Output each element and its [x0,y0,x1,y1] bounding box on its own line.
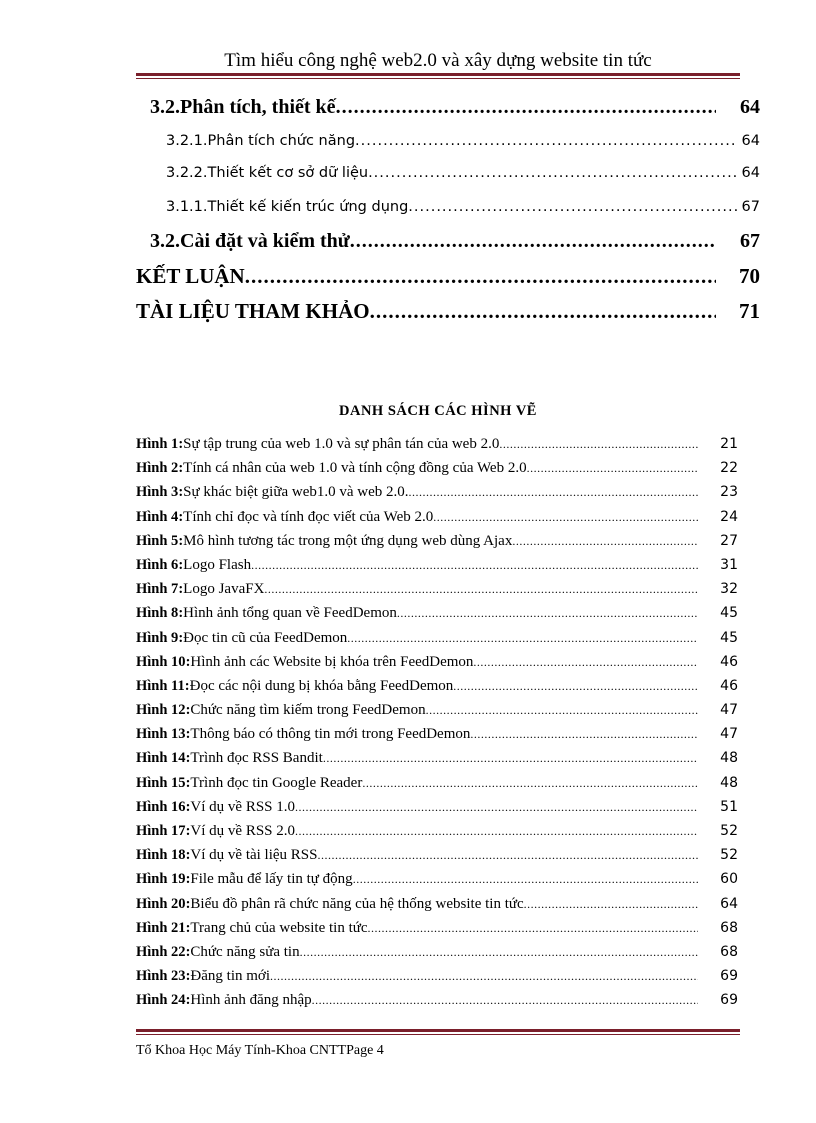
figure-leader-dots [323,751,698,766]
figure-caption: Trang chủ của website tin tức [190,919,368,936]
figure-list-item[interactable] [136,726,740,750]
figure-number-colon: : [178,581,184,598]
figure-page-number: 47 [720,726,738,743]
toc-entry[interactable] [150,230,760,253]
figure-number-colon: : [178,605,184,622]
figure-caption: Chức năng sửa tin [190,943,300,960]
figure-number: Hình 17 [136,823,186,839]
figure-caption: Tính chỉ đọc và tính đọc viết của Web 2.0 [183,508,434,525]
toc-entry-label: Phân tích, thiết kế [180,96,336,118]
figure-list-item[interactable] [136,581,740,605]
toc-entry-number: 3.1.1. [166,199,208,215]
figure-caption: Sự tập trung của web 1.0 và sự phân tán của web 2.0 [183,436,500,452]
figure-page-number: 45 [720,605,738,622]
toc-entry-page: 64 [740,96,760,118]
figure-number: Hình 4 [136,508,179,525]
figure-caption: Mô hình tương tác trong một ứng dụng web dùng Ajax [183,532,513,549]
figure-list-item[interactable] [136,533,740,557]
figure-leader-dots [409,485,698,500]
toc-entry-number: 3.2.1. [166,133,208,149]
figure-caption: Chức năng tìm kiếm trong FeedDemon [190,702,426,719]
figure-caption: Logo Flash [183,556,252,573]
figure-leader-dots [397,606,698,621]
figure-caption: Hình ảnh đăng nhập [190,992,312,1009]
figure-leader-dots [312,993,698,1008]
figure-number-colon: : [185,992,191,1009]
figure-number: Hình 11 [136,677,185,694]
figure-page-number: 52 [720,847,738,864]
figure-list-item[interactable] [136,775,740,799]
toc-entry-number: 3.2. [150,230,180,252]
figure-leader-dots [524,897,698,912]
figure-list-item[interactable] [136,896,740,920]
toc-leader-dots [368,165,738,181]
figure-number-colon: : [185,774,191,791]
header-rule-thick [136,73,740,76]
toc-leader-dots [336,96,716,119]
figure-number: Hình 18 [136,847,186,864]
figure-number: Hình 13 [136,726,186,743]
figure-list-item[interactable] [136,992,740,1016]
figure-page-number: 51 [720,798,738,815]
figure-list-item[interactable] [136,678,740,702]
figure-page-number: 68 [720,919,738,936]
figure-number-colon: : [178,460,184,477]
toc-entry-label: Cài đặt và kiểm thử [180,230,350,252]
toc-entry-label: Thiết kế kiến trúc ứng dụng [207,199,409,215]
figure-number: Hình 2 [136,460,179,477]
toc-entry-label: Thiết kết cơ sở dữ liệu [207,165,369,181]
toc-leader-dots [408,199,738,215]
figure-leader-dots [453,679,698,694]
figure-leader-dots [318,848,699,863]
figure-number: Hình 19 [136,871,186,888]
figure-list-item[interactable] [136,799,740,823]
figure-caption: Thông báo có thông tin mới trong FeedDemon [190,726,471,743]
figure-page-number: 45 [720,629,738,646]
figure-number: Hình 24 [136,992,186,1009]
figure-number: Hình 3 [136,484,179,501]
figure-list-item[interactable] [136,654,740,678]
figure-list-item[interactable] [136,847,740,871]
figure-number-colon: : [185,702,191,719]
toc-entry-page: 67 [740,230,760,252]
figure-list-item[interactable] [136,484,740,508]
figure-list-item[interactable] [136,944,740,968]
figure-page-number: 52 [720,823,738,839]
figure-caption: Tính cá nhân của web 1.0 và tính cộng đồng của Web 2.0 [183,460,527,477]
figure-caption: Đọc tin cũ của FeedDemon [183,629,348,646]
figure-page-number: 47 [720,702,738,719]
figure-number: Hình 22 [136,943,186,960]
figure-caption: Đăng tin mới [190,968,270,985]
figure-page-number: 31 [720,556,738,573]
figure-number: Hình 21 [136,919,186,936]
figure-leader-dots [264,582,698,597]
toc-entry-page: 64 [741,165,760,181]
figure-leader-dots [353,872,698,887]
figure-list-item[interactable] [136,605,740,629]
figure-number: Hình 9 [136,629,179,646]
footer-rule-thin [136,1034,740,1035]
toc-entry-label: Phân tích chức năng [207,133,356,149]
figure-number-colon: : [178,556,184,573]
figure-list-title: DANH SÁCH CÁC HÌNH VẼ [339,403,537,419]
figure-caption: Biểu đồ phân rã chức năng của hệ thống website tin tức [190,895,524,912]
figure-caption: Ví dụ về RSS 2.0 [190,823,296,839]
toc-leader-dots [355,133,738,149]
figure-number-colon: : [178,629,184,646]
figure-caption: Trình đọc RSS Bandit [190,750,323,767]
figure-leader-dots [300,945,698,960]
figure-number-colon: : [178,532,184,549]
figure-number-colon: : [185,750,191,767]
figure-list-item[interactable] [136,920,740,944]
figure-number-colon: : [185,653,191,670]
figure-number: Hình 8 [136,605,179,622]
figure-page-number: 27 [720,532,738,549]
figure-list-item[interactable] [136,460,740,484]
figure-number: Hình 10 [136,653,186,670]
figure-number-colon: : [185,895,191,912]
figure-caption: Ví dụ về RSS 1.0 [190,798,296,815]
figure-leader-dots [295,824,698,839]
figure-leader-dots [473,655,698,670]
figure-page-number: 24 [720,508,738,525]
figure-number-colon: : [185,943,191,960]
figure-page-number: 64 [720,895,738,912]
figure-page-number: 69 [720,992,738,1009]
figure-number: Hình 15 [136,774,186,791]
figure-number: Hình 23 [136,968,186,985]
figure-number-colon: : [185,798,191,815]
figure-number: Hình 12 [136,702,186,719]
toc-entry-page: 70 [739,264,760,288]
figure-page-number: 46 [720,653,738,670]
figure-page-number: 48 [720,774,738,791]
page-header-title: Tìm hiểu công nghệ web2.0 và xây dựng website tin tức [224,50,652,71]
figure-leader-dots [362,776,698,791]
figure-page-number: 21 [720,436,738,452]
toc-entry-number: 3.2. [150,96,180,118]
figure-leader-dots [470,727,698,742]
figure-list-item[interactable] [136,509,740,533]
figure-page-number: 48 [720,750,738,767]
footer-rule-thick [136,1029,740,1032]
figure-leader-dots [433,510,698,525]
toc-entry-label: KẾT LUẬN [136,264,245,288]
figure-caption: Trình đọc tin Google Reader [190,774,363,791]
header-rule-thin [136,78,740,79]
toc-entry[interactable] [166,165,760,181]
figure-number: Hình 20 [136,895,186,912]
figure-number: Hình 5 [136,532,179,549]
toc-entry[interactable] [136,299,760,324]
figure-number: Hình 14 [136,750,186,767]
figure-leader-dots [499,437,698,452]
figure-caption: Hình ảnh các Website bị khóa trên FeedDemon [190,653,474,670]
figure-page-number: 32 [720,581,738,598]
figure-page-number: 46 [720,677,738,694]
figure-number: Hình 1 [136,436,179,452]
figure-page-number: 68 [720,943,738,960]
figure-caption: Sự khác biệt giữa web1.0 và web 2.0. [183,484,409,501]
figure-number: Hình 16 [136,798,186,815]
figure-page-number: 22 [720,460,738,477]
figure-list-item[interactable] [136,630,740,654]
figure-number-colon: : [185,847,191,864]
figure-page-number: 23 [720,484,738,501]
figure-list-item[interactable] [136,702,740,726]
figure-list-item[interactable] [136,557,740,581]
figure-number-colon: : [178,484,184,501]
figure-number-colon: : [184,677,190,694]
figure-number-colon: : [185,726,191,743]
figure-leader-dots [512,534,698,549]
figure-number: Hình 7 [136,581,179,598]
toc-entry-page: 67 [741,199,760,215]
figure-number-colon: : [178,508,184,525]
figure-number-colon: : [178,436,184,452]
figure-leader-dots [368,921,698,936]
figure-caption: Hình ảnh tổng quan về FeedDemon [183,605,397,622]
figure-list [136,436,740,1017]
toc-entry[interactable] [166,199,760,215]
figure-page-number: 69 [720,968,738,985]
toc-leader-dots [245,264,716,289]
figure-leader-dots [270,969,698,984]
figure-list-item[interactable] [136,968,740,992]
toc-entry-number: 3.2.2. [166,165,208,181]
figure-list-item[interactable] [136,750,740,774]
figure-number: Hình 6 [136,556,179,573]
toc-leader-dots [370,299,716,324]
toc-leader-dots [350,230,716,253]
figure-number-colon: : [185,919,191,936]
figure-caption: File mẫu để lấy tin tự động [190,871,353,888]
figure-leader-dots [251,558,698,573]
figure-leader-dots [347,631,698,646]
figure-caption: Logo JavaFX [183,581,265,598]
toc-entry[interactable] [166,133,760,149]
toc-entry-label: TÀI LIỆU THAM KHẢO [136,299,370,323]
figure-list-item[interactable] [136,436,740,460]
page-footer: Tổ Khoa Học Máy Tính-Khoa CNTTPage 4 [136,1043,384,1058]
toc-entry-page: 64 [741,133,760,149]
figure-number-colon: : [185,823,191,839]
toc-entry[interactable] [136,264,760,289]
figure-list-item[interactable] [136,823,740,847]
figure-caption: Ví dụ về tài liệu RSS [190,847,318,864]
figure-leader-dots [426,703,698,718]
figure-number-colon: : [185,968,191,985]
figure-leader-dots [527,461,698,476]
figure-leader-dots [295,800,698,815]
figure-list-item[interactable] [136,871,740,895]
figure-caption: Đọc các nội dung bị khóa bằng FeedDemon [189,677,454,694]
toc-entry[interactable] [150,96,760,119]
figure-number-colon: : [185,871,191,888]
toc-entry-page: 71 [739,299,760,323]
figure-page-number: 60 [720,871,738,888]
